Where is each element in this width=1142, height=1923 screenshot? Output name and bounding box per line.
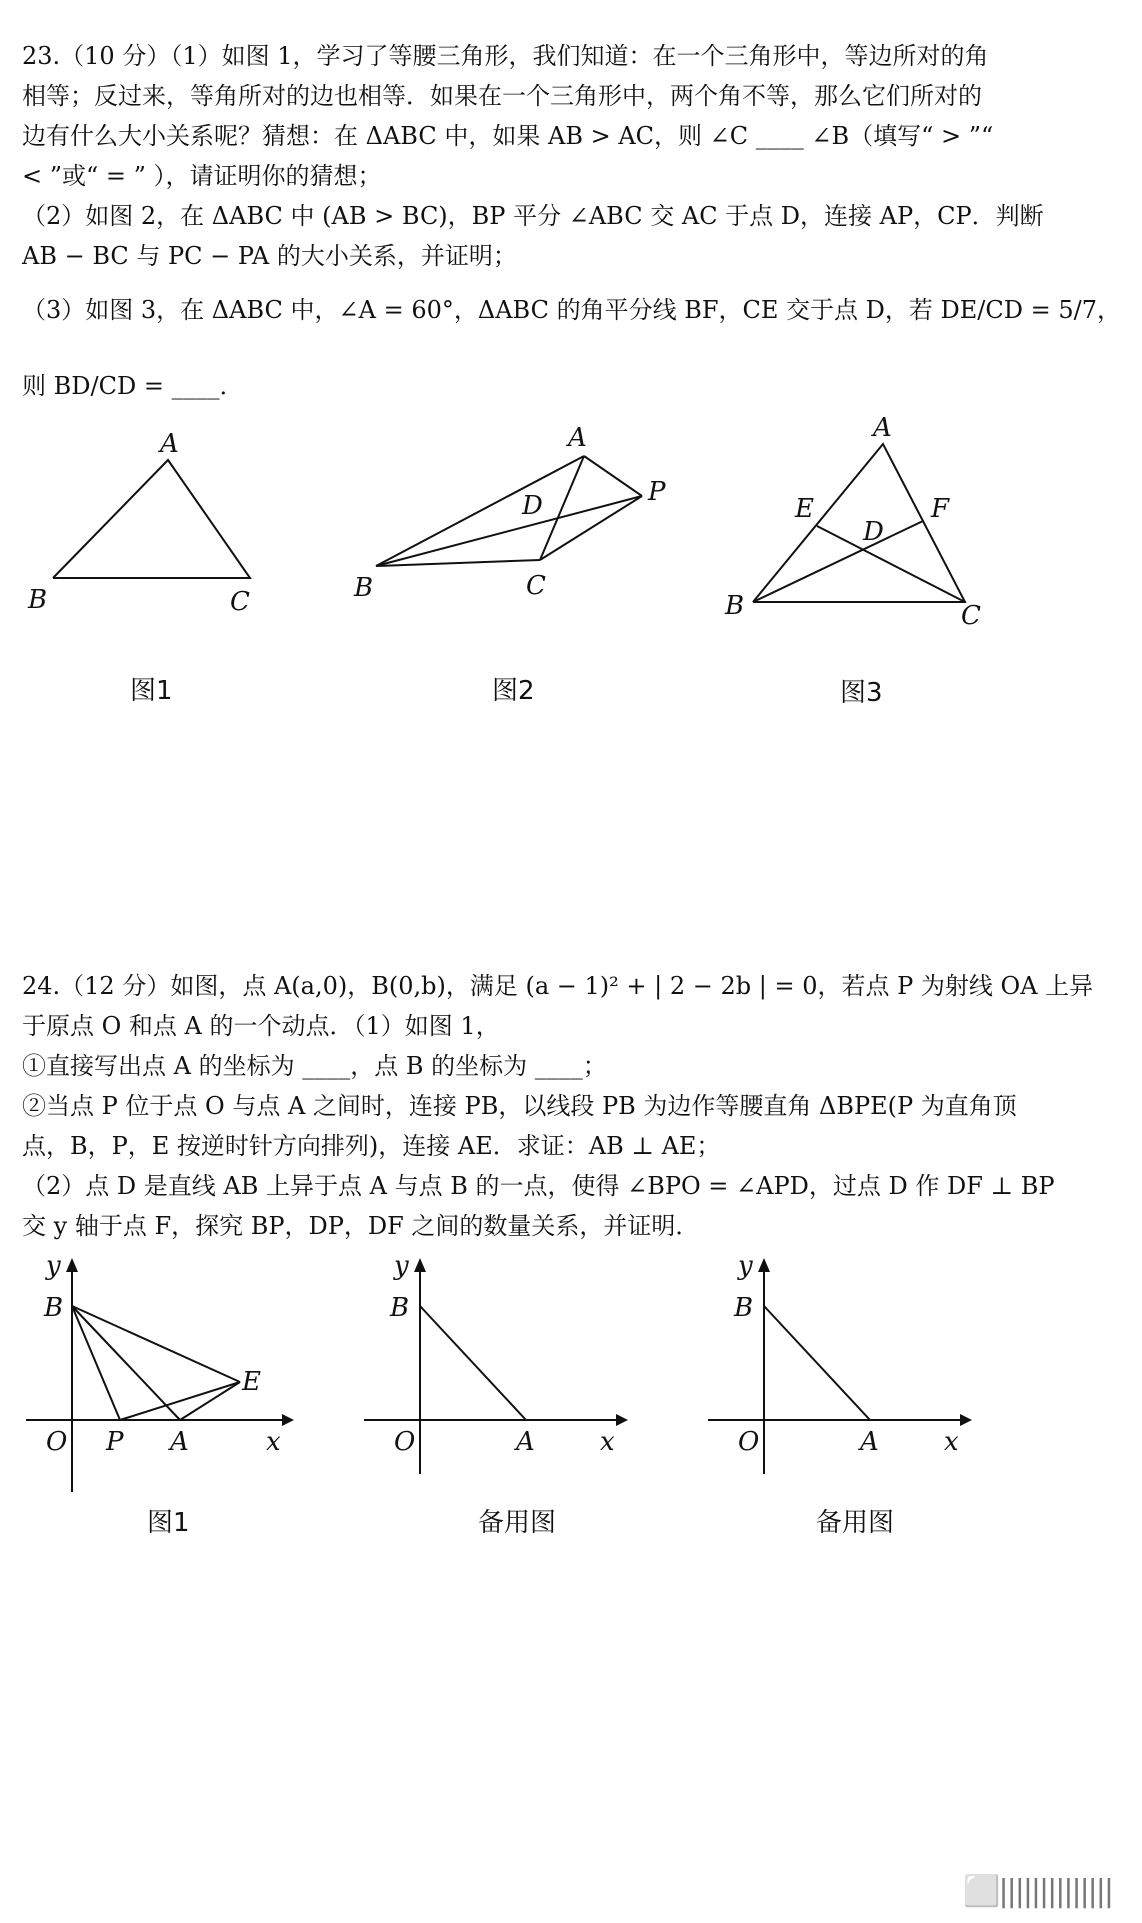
label-y: y xyxy=(738,1251,753,1281)
label-A: A xyxy=(160,430,179,459)
label-C: C xyxy=(230,587,250,617)
q24-fig3-caption: 备用图 xyxy=(816,1508,895,1538)
label-F: F xyxy=(931,494,950,524)
q23-line-6: AB − BC 与 PC − PA 的大小关系，并证明； xyxy=(22,242,517,270)
q24-line-3: ①直接写出点 A 的坐标为 ____，点 B 的坐标为 ____； xyxy=(22,1052,607,1080)
label-C: C xyxy=(526,571,546,601)
q23-fig1-caption: 图1 xyxy=(130,676,173,706)
q24-fig2-caption: 备用图 xyxy=(478,1508,557,1538)
q24-line-6: （2）点 D 是直线 AB 上异于点 A 与点 B 的一点，使得 ∠BPO = ∠APD，过点 D 作 DF ⊥ BP xyxy=(22,1172,1055,1200)
label-y: y xyxy=(394,1251,409,1281)
q23-figure-3 xyxy=(715,410,995,635)
label-y: y xyxy=(46,1251,61,1281)
q23-line-7: （3）如图 3，在 ΔABC 中，∠A = 60°，ΔABC 的角平分线 BF，CE 交于点 D，若 DE/CD = 5/7， xyxy=(22,296,1121,324)
label-x: x xyxy=(266,1427,281,1457)
label-O: O xyxy=(46,1427,68,1457)
label-D: D xyxy=(863,517,884,547)
q23-line-3: 边有什么大小关系呢？猜想：在 ΔABC 中，如果 AB > AC，则 ∠C ____ ∠B（填写“ > ”“ xyxy=(22,122,994,150)
label-D: D xyxy=(522,491,543,521)
q23-figure-1 xyxy=(20,430,260,620)
label-B: B xyxy=(44,1293,64,1323)
label-B: B xyxy=(28,585,48,615)
q23-line-5: （2）如图 2，在 ΔABC 中 (AB > BC)，BP 平分 ∠ABC 交 AC 于点 D，连接 AP，CP．判断 xyxy=(22,202,1044,230)
q24-line-5: 点，B，P，E 按逆时针方向排列)，连接 AE．求证：AB ⊥ AE； xyxy=(22,1132,721,1160)
q23-fig3-caption: 图3 xyxy=(840,678,883,708)
label-A: A xyxy=(860,1427,879,1457)
q24-line-1: 24.（12 分）如图，点 A(a,0)，B(0,b)，满足 (a − 1)² + | 2 − 2b | = 0，若点 P 为射线 OA 上异 xyxy=(22,972,1094,1000)
label-B: B xyxy=(725,591,745,621)
q23-line-1: 23.（10 分）（1）如图 1，学习了等腰三角形，我们知道：在一个三角形中，等边所对的角 xyxy=(22,42,989,70)
q23-line-2: 相等；反过来，等角所对的边也相等．如果在一个三角形中，两个角不等，那么它们所对的 xyxy=(22,82,982,110)
label-x: x xyxy=(600,1427,615,1457)
watermark: ⬜|||||||||||||| xyxy=(963,1874,1112,1909)
q23-line-4: < ”或“ = ” ），请证明你的猜想； xyxy=(22,162,382,190)
label-A: A xyxy=(170,1427,189,1457)
label-O: O xyxy=(738,1427,760,1457)
label-O: O xyxy=(394,1427,416,1457)
q23-line-8: 则 BD/CD = ____． xyxy=(22,372,244,400)
q24-backup-figure-2 xyxy=(704,1240,984,1480)
label-B: B xyxy=(354,573,374,603)
label-A: A xyxy=(873,413,892,443)
label-C: C xyxy=(961,601,981,631)
label-B: B xyxy=(734,1293,754,1323)
q24-fig1-caption: 图1 xyxy=(147,1508,190,1538)
label-x: x xyxy=(944,1427,959,1457)
q24-figure-1 xyxy=(20,1240,300,1500)
label-A: A xyxy=(516,1427,535,1457)
q24-backup-figure-1 xyxy=(360,1240,630,1480)
q23-figure-2 xyxy=(350,420,670,620)
label-E: E xyxy=(242,1367,261,1397)
label-P: P xyxy=(648,477,666,507)
q24-line-2: 于原点 O 和点 A 的一个动点．（1）如图 1， xyxy=(22,1012,500,1040)
q24-line-7: 交 y 轴于点 F，探究 BP，DP，DF 之间的数量关系，并证明． xyxy=(22,1212,700,1240)
label-B: B xyxy=(390,1293,410,1323)
label-E: E xyxy=(795,494,814,524)
label-A: A xyxy=(568,423,587,453)
label-P: P xyxy=(106,1427,124,1457)
q23-fig2-caption: 图2 xyxy=(492,676,535,706)
q24-line-4: ②当点 P 位于点 O 与点 A 之间时，连接 PB，以线段 PB 为边作等腰直角 ΔBPE(P 为直角顶 xyxy=(22,1092,1017,1120)
